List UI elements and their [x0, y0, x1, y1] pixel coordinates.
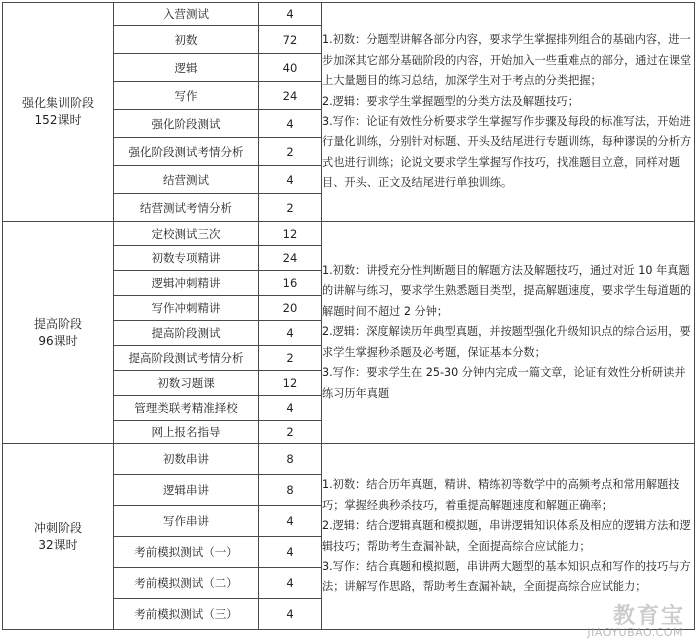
description-line: 2.逻辑：深度解读历年典型真题，并按题型强化升级知识点的综合运用，要求学生掌握秒杀题及必考题，保证基本分数； [322, 325, 691, 359]
topic-hours: 4 [259, 537, 322, 568]
topic-name: 强化阶段测试 [114, 110, 259, 138]
topic-hours: 2 [259, 421, 322, 444]
stage-hours: 152课时 [34, 113, 82, 127]
stage-name: 强化集训阶段 [21, 96, 94, 110]
topic-name: 考前模拟测试（一） [114, 537, 259, 568]
description-line: 1.初数：讲授充分性判断题目的解题方法及解题技巧，通过对近 10 年真题的讲解与练习，要求学生熟悉题目类型，提高解题速度，要求学生每道题的解题时间不超过 2 分钟； [322, 264, 692, 318]
topic-hours: 4 [259, 396, 322, 421]
topic-hours: 4 [259, 3, 322, 26]
topic-hours: 4 [259, 506, 322, 537]
course-schedule [2, 2, 695, 630]
watermark-url: JIAOYUBAO.COM [587, 626, 683, 639]
topic-name: 管理类联考精准择校 [114, 396, 259, 421]
topic-name: 逻辑 [114, 54, 259, 82]
topic-name: 考前模拟测试（二） [114, 568, 259, 599]
topic-name: 逻辑串讲 [114, 475, 259, 506]
topic-name: 入营测试 [114, 3, 259, 26]
topic-hours: 4 [259, 166, 322, 194]
description-line: 2.逻辑：结合逻辑真题和模拟题，串讲逻辑知识体系及相应的逻辑方法和逻辑技巧；帮助考生查漏补缺，全面提高综合应试能力； [322, 519, 691, 553]
stage-description [322, 3, 695, 222]
stage-description [322, 222, 695, 444]
topic-hours: 4 [259, 110, 322, 138]
topic-hours: 24 [259, 246, 322, 271]
table-row [3, 222, 695, 246]
topic-hours: 4 [259, 599, 322, 630]
topic-hours: 20 [259, 296, 322, 321]
topic-hours: 40 [259, 54, 322, 82]
topic-name: 定校测试三次 [114, 222, 259, 246]
course-table [2, 2, 695, 630]
topic-hours: 4 [259, 568, 322, 599]
topic-name: 逻辑冲刺精讲 [114, 271, 259, 296]
description-line: 3.写作：要求学生在 25-30 分钟内完成一篇文章，论证有效性分析研读并练习历年真题 [322, 366, 686, 400]
description-line: 1.初数：结合历年真题，精讲、精练初等数学中的高频考点和常用解题技巧；掌握经典秒杀技巧，着重提高解题速度和解题正确率； [322, 478, 680, 512]
stage-name: 提高阶段 [33, 316, 82, 331]
topic-hours: 16 [259, 271, 322, 296]
stage-hours: 96课时 [38, 333, 78, 348]
topic-name: 结营测试考情分析 [114, 194, 259, 222]
stage-description [322, 444, 695, 630]
stage-cell [3, 444, 114, 630]
description-line: 3.写作：论证有效性分析要求学生掌握写作步骤及每段的标准写法，开始进行量化训练，分别针对标题、开头及结尾进行专题训练，每种谬误的分析方式也进行训练；论说文要求学生掌握写作技巧，找准题目立意，同样对题目、开头、正文及结尾进行单独训练。 [322, 115, 692, 190]
topic-hours: 12 [259, 222, 322, 246]
topic-hours: 8 [259, 475, 322, 506]
topic-name: 写作串讲 [114, 506, 259, 537]
topic-name: 强化阶段测试考情分析 [114, 138, 259, 166]
table-row [3, 444, 695, 475]
topic-name: 写作 [114, 82, 259, 110]
topic-name: 网上报名指导 [114, 421, 259, 444]
stage-cell [3, 3, 114, 222]
topic-name: 提高阶段测试 [114, 321, 259, 346]
topic-hours: 12 [259, 371, 322, 396]
description-line: 2.逻辑：要求学生掌握题型的分类方法及解题技巧； [322, 94, 579, 108]
table-row [3, 3, 695, 26]
topic-hours: 4 [259, 321, 322, 346]
description-line: 1.初数：分题型讲解各部分内容，要求学生掌握排列组合的基础内容，进一步加深其它部分基础阶段的内容，开始加入一些重难点的部分，通过在课堂上大量题目的练习总结，加深学生对于考点的分类把握； [322, 33, 692, 88]
topic-hours: 8 [259, 444, 322, 475]
stage-hours: 32课时 [38, 537, 78, 552]
topic-hours: 2 [259, 138, 322, 166]
description-line: 3.写作：结合真题和模拟题，串讲两大题型的基本知识点和写作的技巧与方法；讲解写作思路，帮助考生查漏补缺，全面提高综合应试能力； [322, 559, 691, 594]
topic-name: 提高阶段测试考情分析 [114, 346, 259, 371]
topic-hours: 72 [259, 26, 322, 54]
topic-name: 初数专项精讲 [114, 246, 259, 271]
topic-name: 初数串讲 [114, 444, 259, 475]
topic-name: 结营测试 [114, 166, 259, 194]
watermark-text: 教育宝 [612, 604, 685, 629]
topic-name: 初数习题课 [114, 371, 259, 396]
topic-name: 初数 [114, 26, 259, 54]
stage-name: 冲刺阶段 [33, 520, 82, 535]
topic-name: 写作冲刺精讲 [114, 296, 259, 321]
topic-hours: 2 [259, 346, 322, 371]
topic-hours: 2 [259, 194, 322, 222]
topic-name: 考前模拟测试（三） [114, 599, 259, 630]
stage-cell [3, 222, 114, 444]
topic-hours: 24 [259, 82, 322, 110]
